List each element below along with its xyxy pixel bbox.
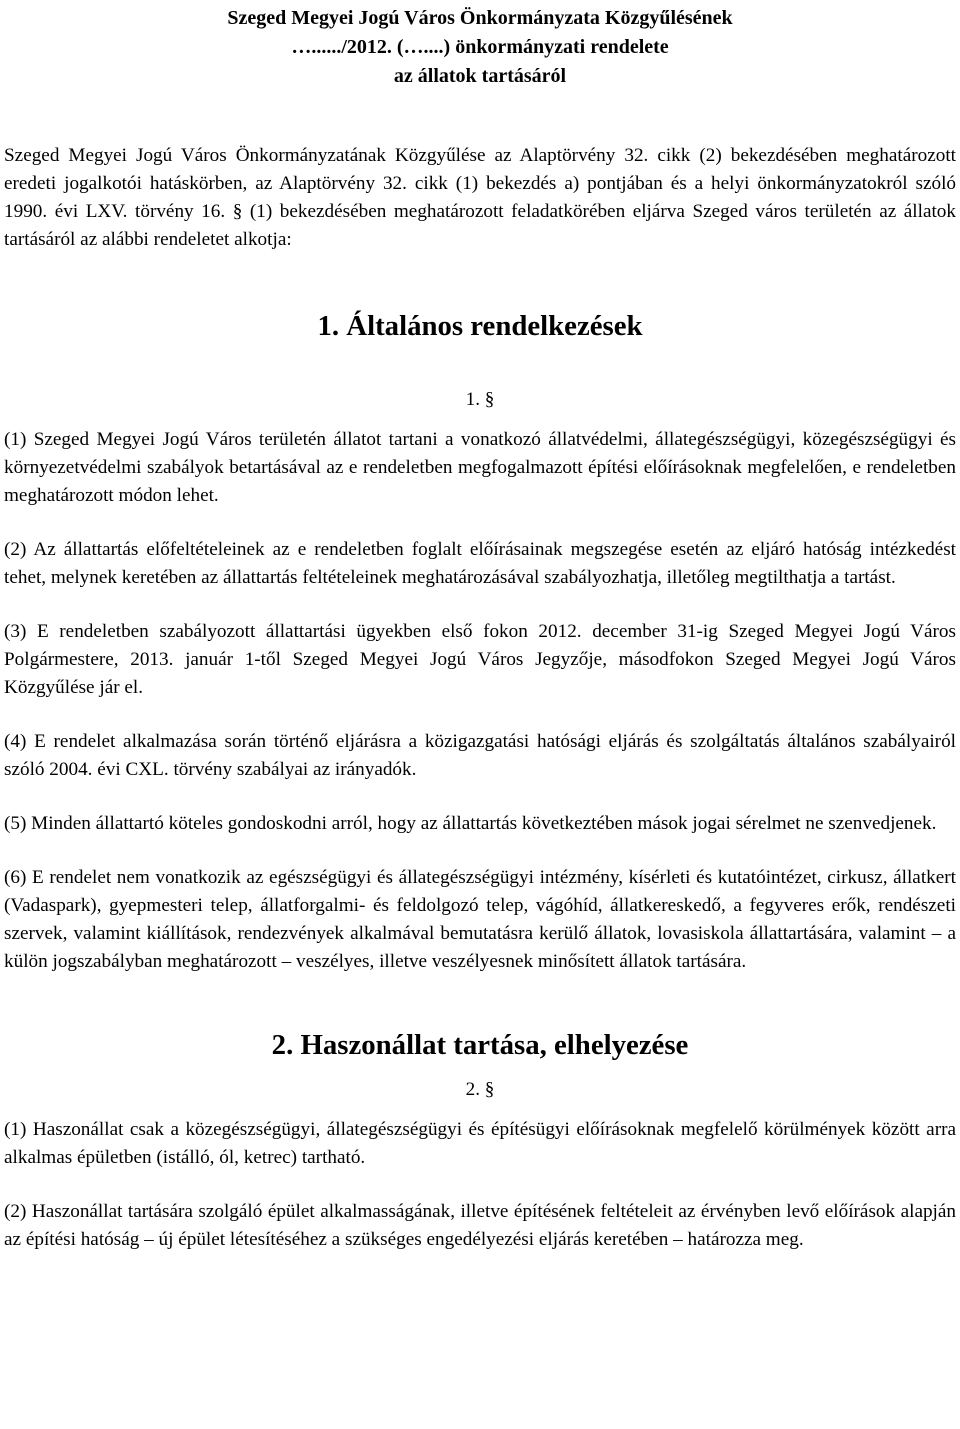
preamble-paragraph: Szeged Megyei Jogú Város Önkormányzatának Közgyűlése az Alaptörvény 32. cikk (2) bekezdésében meghatározott eredeti jogalkotói hatáskörben, az Alaptörvény 32. cikk (1) bekezdés a) pontjában és a helyi önkormányzatokról szóló 1990. évi LXV. törvény 16. § (1) bekezdésében meghatározott feladatkörében eljárva Szeged város területén az állatok tartásáról az alábbi rendeletet alkotja: [4,145,956,250]
section-1-paragraph-2: (2) Az állattartás előfeltételeinek az e rendeletben foglalt előírásainak megszegése esetén az eljáró hatóság intézkedést tehet, melynek keretében az állattartás feltételeinek meghatározásával szabályozhatja, illetőleg megtilthatja a tartást. [4,539,956,588]
chapter-2-heading: 2. Haszonállat tartása, elhelyezése [271,1029,689,1061]
section-1-paragraph-1: (1) Szeged Megyei Jogú Város területén állatot tartani a vonatkozó állatvédelmi, állategészségügyi, közegészségügyi és környezetvédelmi szabályok betartásával az e rendeletben megfogalmazott építési előírásoknak megfelelően, e rendeletben meghatározott módon lehet. [4,429,956,506]
section-1-paragraph-5: (5) Minden állattartó köteles gondoskodni arról, hogy az állattartás következtében mások jogai sérelmet ne szenvedjenek. [4,813,937,834]
chapter-1-heading: 1. Általános rendelkezések [317,310,643,342]
title-line-3: az állatok tartásáról [393,65,567,87]
section-1-paragraph-4: (4) E rendelet alkalmazása során történő eljárásra a közigazgatási hatósági eljárás és szolgáltatás általános szabályairól szóló 2004. évi CXL. törvény szabályai az irányadók. [4,731,956,780]
document-title [4,0,956,91]
title-line-1: Szeged Megyei Jogú Város Önkormányzata Közgyűlésének [227,7,733,29]
section-1-paragraph-3: (3) E rendeletben szabályozott állattartási ügyekben első fokon 2012. december 31-ig Szeged Megyei Jogú Város Polgármestere, 2013. január 1-től Szeged Megyei Jogú Város Jegyzője, másodfokon Szeged Megyei Jogú Város Közgyűlése jár el. [4,621,956,698]
section-1-mark: 1. § [465,389,495,410]
section-2-mark: 2. § [465,1079,495,1100]
section-1-paragraph-6: (6) E rendelet nem vonatkozik az egészségügyi és állategészségügyi intézmény, kísérleti és kutatóintézet, cirkusz, állatkert (Vadaspark), gyepmesteri telep, állatforgalmi- és feldolgozó telep, vágóhíd, állatkereskedő, a fegyveres erők, rendészeti szervek, valamint kiállítások, rendezvények alkalmával bemutatásra kerülő állatok, lovasiskola állattartására, valamint – a külön jogszabályban meghatározott – veszélyes, illetve veszélyesnek minősített állatok tartására. [4,867,956,972]
title-line-2: …....../2012. (…....) önkormányzati rendelete [291,36,669,58]
section-2-paragraph-1: (1) Haszonállat csak a közegészségügyi, állategészségügyi és építésügyi előírásoknak megfelelő körülmények között arra alkalmas épületben (istálló, ól, ketrec) tartható. [4,1119,956,1168]
section-2-paragraph-2: (2) Haszonállat tartására szolgáló épület alkalmasságának, illetve építésének feltételeit az érvényben levő előírások alapján az építési hatóság – új épület létesítéséhez a szükséges engedélyezési eljárás keretében – határozza meg. [4,1201,956,1250]
